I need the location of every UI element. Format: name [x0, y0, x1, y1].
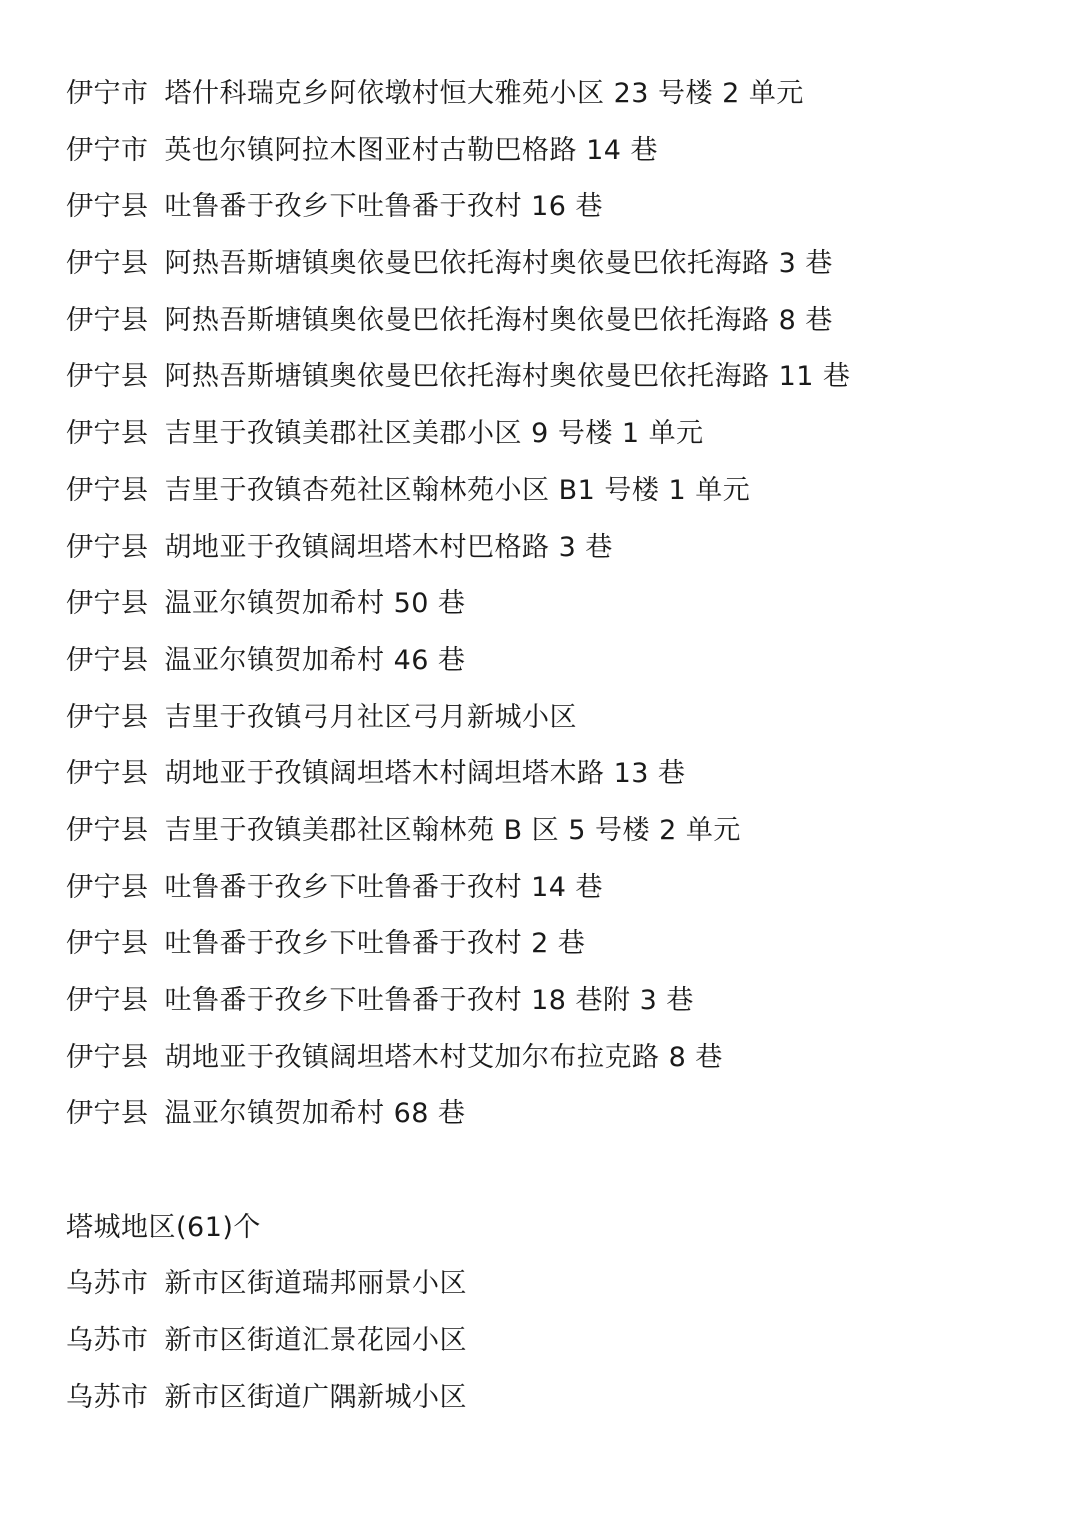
- address-text: 吐鲁番于孜乡下吐鲁番于孜村 16 巷: [164, 191, 604, 223]
- address-line: [66, 633, 1046, 690]
- address-text: 温亚尔镇贺加希村 46 巷: [164, 644, 466, 676]
- district-name: 伊宁市: [66, 134, 149, 166]
- address-line: [66, 916, 1046, 973]
- address-text: 新市区街道广隅新城小区: [164, 1381, 467, 1413]
- address-text: 吉里于孜镇杏苑社区翰林苑小区 B1 号楼 1 单元: [164, 474, 751, 506]
- district-name: 伊宁县: [66, 644, 149, 676]
- district-name: 伊宁县: [66, 191, 149, 223]
- district-name: 伊宁县: [66, 418, 149, 450]
- address-line: [66, 860, 1046, 917]
- address-line: [66, 1086, 1046, 1143]
- address-text: 新市区街道汇景花园小区: [164, 1325, 467, 1357]
- address-line: [66, 746, 1046, 803]
- district-name: 伊宁县: [66, 814, 149, 846]
- district-name: 伊宁县: [66, 985, 149, 1016]
- address-text: 胡地亚于孜镇阔坦塔木村巴格路 3 巷: [164, 531, 613, 563]
- address-text: 吉里于孜镇美郡社区美郡小区 9 号楼 1 单元: [164, 418, 704, 450]
- address-line: [66, 520, 1046, 577]
- district-name: 伊宁县: [66, 758, 149, 790]
- district-name: 伊宁县: [66, 361, 149, 393]
- district-name: 伊宁县: [66, 474, 149, 506]
- address-text: 阿热吾斯塘镇奥依曼巴依托海村奥依曼巴依托海路 3 巷: [164, 248, 833, 280]
- district-name: 乌苏市: [66, 1381, 149, 1413]
- address-line: [66, 576, 1046, 633]
- district-name: 伊宁县: [66, 928, 149, 960]
- address-line: [66, 1030, 1046, 1087]
- address-text: 胡地亚于孜镇阔坦塔木村艾加尔布拉克路 8 巷: [164, 1041, 723, 1073]
- district-name: 伊宁县: [66, 1041, 149, 1073]
- address-line: [66, 406, 1046, 463]
- district-name: 伊宁县: [66, 588, 149, 620]
- address-list: [66, 66, 1046, 1427]
- district-name: 伊宁县: [66, 871, 149, 903]
- blank-line: [66, 1143, 1046, 1200]
- address-text: 塔什科瑞克乡阿依墩村恒大雅苑小区 23 号楼 2 单元: [164, 78, 804, 109]
- address-text: 吐鲁番于孜乡下吐鲁番于孜村 2 巷: [164, 928, 586, 960]
- address-line: [66, 236, 1046, 293]
- district-name: 伊宁县: [66, 531, 149, 563]
- district-name: 伊宁县: [66, 701, 149, 733]
- district-name: 伊宁县: [66, 304, 149, 336]
- address-line: [66, 690, 1046, 747]
- district-name: 乌苏市: [66, 1325, 149, 1357]
- district-name: 伊宁县: [66, 248, 149, 280]
- address-line: [66, 66, 1046, 123]
- address-line: [66, 973, 1046, 1030]
- address-line: [66, 1313, 1046, 1370]
- address-text: 吉里于孜镇弓月社区弓月新城小区: [164, 701, 577, 733]
- address-text: 温亚尔镇贺加希村 68 巷: [164, 1098, 466, 1130]
- address-text: 吐鲁番于孜乡下吐鲁番于孜村 18 巷附 3 巷: [164, 985, 694, 1016]
- district-name: 伊宁市: [66, 78, 149, 109]
- address-line: [66, 803, 1046, 860]
- address-text: 吉里于孜镇美郡社区翰林苑 B 区 5 号楼 2 单元: [164, 814, 741, 846]
- address-text: 新市区街道瑞邦丽景小区: [164, 1268, 467, 1300]
- address-text: 吐鲁番于孜乡下吐鲁番于孜村 14 巷: [164, 871, 604, 903]
- address-line: [66, 1370, 1046, 1427]
- address-line: [66, 1256, 1046, 1313]
- address-text: 胡地亚于孜镇阔坦塔木村阔坦塔木路 13 巷: [164, 758, 686, 790]
- address-line: [66, 463, 1046, 520]
- address-text: 温亚尔镇贺加希村 50 巷: [164, 588, 466, 620]
- address-line: [66, 123, 1046, 180]
- address-text: 英也尔镇阿拉木图亚村古勒巴格路 14 巷: [164, 134, 659, 166]
- address-text: 阿热吾斯塘镇奥依曼巴依托海村奥依曼巴依托海路 11 巷: [164, 361, 851, 393]
- district-name: 乌苏市: [66, 1268, 149, 1300]
- address-text: 阿热吾斯塘镇奥依曼巴依托海村奥依曼巴依托海路 8 巷: [164, 304, 833, 336]
- address-line: [66, 293, 1046, 350]
- address-line: [66, 349, 1046, 406]
- address-line: [66, 179, 1046, 236]
- section-heading: 塔城地区(61)个: [66, 1211, 261, 1243]
- district-name: 伊宁县: [66, 1098, 149, 1130]
